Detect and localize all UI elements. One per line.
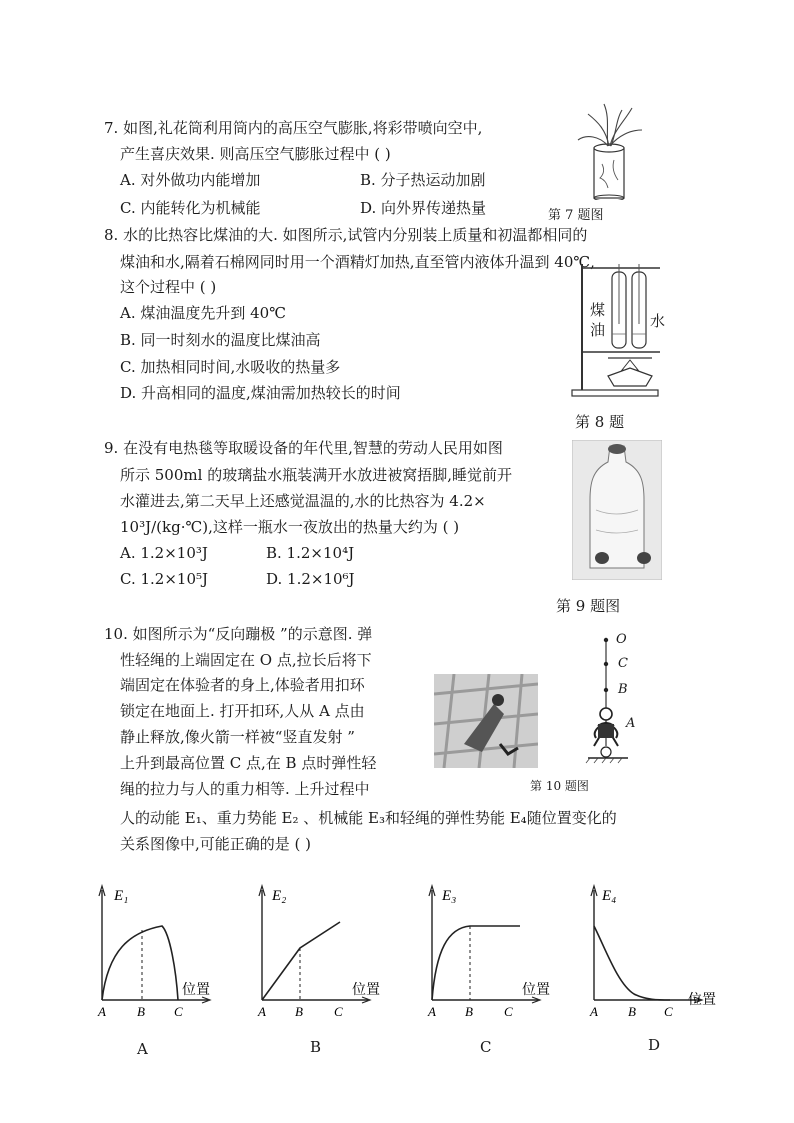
- q7-stem-line1: 7. 如图,礼花筒利用筒内的高压空气膨胀,将彩带喷向空中,: [104, 119, 483, 137]
- graph-b-tick-c: C: [334, 1004, 343, 1019]
- q10-position-diagram: [584, 628, 654, 778]
- q10-stem-line8: 人的动能 E₁、重力势能 E₂ 、机械能 E₃和轻绳的弹性势能 E₄随位置变化的: [120, 809, 617, 827]
- q10-bungee-photo: [434, 674, 538, 768]
- q9-stem-line2: 所示 500ml 的玻璃盐水瓶装满开水放进被窝捂脚,睡觉前开: [120, 466, 512, 484]
- q9-stem-line4: 10³J/(kg·℃),这样一瓶水一夜放出的热量大约为 ( ): [120, 518, 460, 536]
- graph-a-tick-c: C: [174, 1004, 183, 1019]
- graph-a-tick-a: A: [98, 1004, 106, 1019]
- q8-option-a: A. 煤油温度先升到 40℃: [120, 304, 287, 322]
- graph-c-tick-a: A: [428, 1004, 436, 1019]
- graph-d-xlabel: 位置: [688, 993, 716, 1008]
- q8-option-b: B. 同一时刻水的温度比煤油高: [120, 331, 321, 349]
- q10-stem-line4: 锁定在地面上. 打开扣环,人从 A 点由: [120, 702, 365, 720]
- q8-label-water: 水: [650, 312, 666, 330]
- q10-stem-line5: 静止释放,像火箭一样被“竖直发射 ”: [120, 728, 355, 746]
- graph-d-curve: [594, 926, 670, 1000]
- q8-stem-line1: 8. 水的比热容比煤油的大. 如图所示,试管内分别装上质量和初温都相同的: [104, 226, 588, 244]
- graph-a-option-label: A: [137, 1040, 148, 1058]
- q8-stem-line3: 这个过程中 ( ): [120, 278, 217, 296]
- q10-stem-line3: 端固定在体验者的身上,体验者用扣环: [120, 676, 365, 694]
- graph-b-ylabel: E₂: [272, 888, 287, 904]
- q10-stem-line1: 10. 如图所示为“反向蹦极 ”的示意图. 弹: [104, 625, 373, 643]
- graph-d-option-label: D: [648, 1036, 661, 1054]
- q9-stem-line3: 水灌进去,第二天早上还感觉温温的,水的比热容为 4.2×: [120, 492, 486, 510]
- graph-c-curve: [432, 926, 520, 1000]
- q9-option-b: B. 1.2×10⁴J: [266, 544, 355, 562]
- q8-option-c: C. 加热相同时间,水吸收的热量多: [120, 358, 341, 376]
- q10-stem-line6: 上升到最高位置 C 点,在 B 点时弹性轻: [120, 754, 377, 772]
- q10-figure-caption: 第 10 题图: [530, 779, 589, 793]
- q10-point-c: C: [618, 656, 628, 671]
- graph-a-curve: [102, 926, 178, 1000]
- graph-d-tick-c: C: [664, 1004, 673, 1019]
- q9-option-a: A. 1.2×10³J: [120, 544, 208, 562]
- q8-stem-line2: 煤油和水,隔着石棉网同时用一个酒精灯加热,直至管内液体升温到 40℃,: [120, 253, 595, 271]
- q7-stem-line2: 产生喜庆效果. 则高压空气膨胀过程中 ( ): [120, 145, 391, 163]
- q10-point-a: A: [626, 716, 636, 731]
- q9-option-d: D. 1.2×10⁶J: [266, 570, 355, 588]
- graph-b-tick-a: A: [258, 1004, 266, 1019]
- q9-bottle-photo: [572, 440, 662, 580]
- graph-a: [97, 886, 210, 1019]
- q7-confetti-tube-figure: [570, 100, 650, 200]
- graph-b-xlabel: 位置: [352, 983, 380, 998]
- graph-b-option-label: B: [310, 1038, 322, 1056]
- q10-stem-line9: 关系图像中,可能正确的是 ( ): [120, 835, 312, 853]
- q10-stem-line2: 性轻绳的上端固定在 O 点,拉长后将下: [120, 651, 372, 669]
- q10-point-o: O: [616, 632, 627, 647]
- graph-a-xlabel: 位置: [182, 983, 210, 998]
- q9-option-c: C. 1.2×10⁵J: [120, 570, 209, 588]
- q9-stem-line1: 9. 在没有电热毯等取暖设备的年代里,智慧的劳动人民用如图: [104, 439, 503, 457]
- graph-c-ylabel: E₃: [442, 888, 457, 904]
- graph-d: [589, 886, 716, 1019]
- graph-b-curve: [262, 922, 340, 1000]
- graph-b-tick-b: B: [295, 1004, 303, 1019]
- graph-c-tick-b: B: [465, 1004, 473, 1019]
- graph-c: [427, 886, 550, 1019]
- q10-stem-line7: 绳的拉力与人的重力相等. 上升过程中: [120, 780, 370, 798]
- q10-graph-row: [90, 880, 730, 1020]
- q8-figure-caption: 第 8 题: [575, 413, 625, 431]
- graph-c-xlabel: 位置: [522, 983, 550, 998]
- graph-c-option-label: C: [480, 1038, 492, 1056]
- q7-option-b: B. 分子热运动加剧: [360, 171, 486, 189]
- graph-d-tick-a: A: [590, 1004, 598, 1019]
- graph-a-ylabel: E₁: [114, 888, 129, 904]
- graph-a-tick-b: B: [137, 1004, 145, 1019]
- q7-figure-caption: 第 7 题图: [548, 208, 604, 223]
- graph-c-tick-c: C: [504, 1004, 513, 1019]
- q7-option-c: C. 内能转化为机械能: [120, 199, 261, 217]
- q9-figure-caption: 第 9 题图: [556, 597, 621, 615]
- graph-d-tick-b: B: [628, 1004, 636, 1019]
- q10-point-b: B: [618, 682, 628, 697]
- graph-d-ylabel: E₄: [602, 888, 617, 904]
- q8-label-oil: 煤油: [590, 301, 606, 339]
- graph-b: [257, 886, 380, 1019]
- q7-option-a: A. 对外做功内能增加: [120, 171, 261, 189]
- q8-option-d: D. 升高相同的温度,煤油需加热较长的时间: [120, 384, 401, 402]
- q7-option-d: D. 向外界传递热量: [360, 199, 487, 217]
